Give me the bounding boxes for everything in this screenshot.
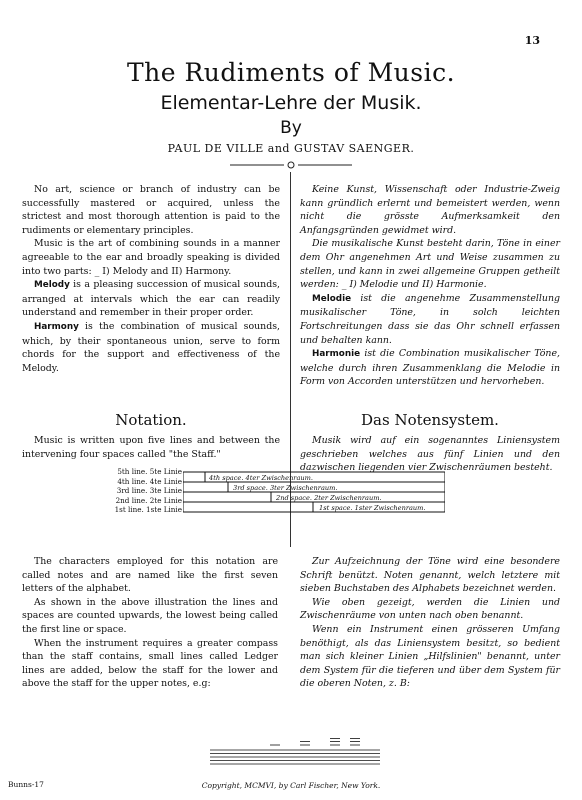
definition-melodie: ist die angenehme Zusammenstellung musikalischer Töne, in solch leichten Fortschreitungen dass sie das Ohr schnell erfassen und behalten kann. — [300, 292, 560, 346]
definition-melody: is a pleasing succession of musical sounds, arranged at intervals which the ear can readily understand and remember in their proper order. — [22, 279, 280, 319]
page-subtitle: Elementar-Lehre der Musik. — [160, 92, 422, 114]
staff-line-label: 2nd line. 2te Linie — [115, 495, 182, 505]
ornament-divider-icon — [230, 160, 352, 170]
paragraph-melodie — [300, 292, 560, 347]
paragraph: When the instrument requires a greater compass than the staff contains, small lines called Ledger lines are added, below the staff for the lower and above the staff for the upper notes, e.g: — [22, 637, 278, 690]
term-harmonie: Harmonie — [312, 349, 361, 360]
characters-english — [22, 555, 278, 691]
plate-number: Bunns-17 — [8, 780, 44, 789]
term-melody: Melody — [34, 280, 70, 291]
paragraph: Music is the art of combining sounds in a manner agreeable to the ear and broadly speaking is divided into two parts: _ I) Melody and II) Harmony. — [22, 238, 280, 277]
definition-harmony: is the combination of musical sounds, which, by their spontaneous union, serve to form chords for the support and effectiveness of the Melody. — [22, 320, 280, 374]
paragraph-melody — [22, 278, 280, 320]
staff-space-label: 4th space. 4ter Zwischenraum. — [209, 474, 313, 482]
paragraph: The characters employed for this notation are called notes and are named like the first seven letters of the alphabet. — [22, 556, 278, 595]
staff-space-label: 3rd space. 3ter Zwischenraum. — [233, 484, 338, 492]
intro-german — [300, 183, 560, 389]
notation-english — [22, 434, 280, 461]
ledger-lines-example — [210, 738, 380, 768]
characters-german — [300, 555, 560, 691]
term-harmony: Harmony — [34, 321, 79, 332]
staff-line-label: 1st line. 1ste Linie — [114, 505, 182, 515]
paragraph: No art, science or branch of industry can be successfully mastered or acquired, unless the strictest and most thorough attention is paid to the rudiments or elementary principles. — [22, 184, 280, 236]
notation-heading-english: Notation. — [115, 411, 187, 429]
paragraph: Keine Kunst, Wissenschaft oder Industrie-Zweig kann gründlich erlernt und bemeistert werden, wenn nicht die grösste Aufmerksamkeit den Anfangsgründen gewidmet wird. — [300, 184, 560, 236]
copyright-notice: Copyright, MCMVI, by Carl Fischer, New York. — [201, 781, 381, 790]
paragraph: Die musikalische Kunst besteht darin, Töne in einer dem Ohr angenehmen Art und Weise zusammen zu stellen, und kann in zwei allgemeine Gruppen getheilt werden: _ I) Melodie und II) Harmonie. — [300, 238, 560, 291]
paragraph: Wie oben gezeigt, werden die Linien und Zwischenräume von unten nach oben benannt. — [300, 596, 560, 622]
staff-illustration — [183, 469, 445, 519]
paragraph: Musik wird auf ein sogenanntes Liniensystem geschrieben welches aus fünf Linien und den dazwischen liegenden vier Zwischenräumen besteht. — [300, 435, 560, 474]
staff-line-label: 5th line. 5te Linie — [117, 467, 182, 476]
staff-line-label: 4th line. 4te Linie — [117, 476, 182, 486]
page-number: 13 — [524, 34, 540, 47]
notation-heading-german: Das Notensystem. — [361, 411, 499, 429]
paragraph: Music is written upon five lines and between the intervening four spaces called "the Staff." — [22, 435, 280, 460]
paragraph: Zur Aufzeichnung der Töne wird eine besondere Schrift benützt. Noten genannt, welch letztere mit sieben Buchstaben des Alphabets bezeichnet werden. — [300, 556, 560, 595]
authors: PAUL DE VILLE and GUSTAV SAENGER. — [167, 142, 415, 155]
paragraph-harmony — [22, 320, 280, 375]
definition-harmonie: ist die Combination musikalischer Töne, welche durch ihren Zusammenklang die Melodie in Form von Accorden unterstützen und hervorheben. — [300, 348, 560, 388]
staff-line-label: 3rd line. 3te Linie — [116, 486, 182, 496]
paragraph: As shown in the above illustration the lines and spaces are counted upwards, the lowest being called the first line or space. — [22, 596, 278, 635]
paragraph-harmonie — [300, 347, 560, 389]
staff-line-labels — [100, 467, 182, 515]
page-title: The Rudiments of Music. — [126, 58, 456, 87]
byline: By — [280, 118, 302, 138]
staff-space-label: 1st space. 1ster Zwischenraum. — [319, 504, 426, 512]
paragraph: Wenn ein Instrument einen grösseren Umfang benöthigt, als das Liniensystem besitzt, so bedient man sich kleiner Linien „Hilfslinien" benannt, unter dem System für die tieferen und über dem System für die oberen Noten, z. B: — [300, 623, 560, 690]
staff-space-label: 2nd space. 2ter Zwischenraum. — [276, 494, 382, 502]
term-melodie: Melodie — [312, 293, 352, 304]
intro-english — [22, 183, 280, 375]
